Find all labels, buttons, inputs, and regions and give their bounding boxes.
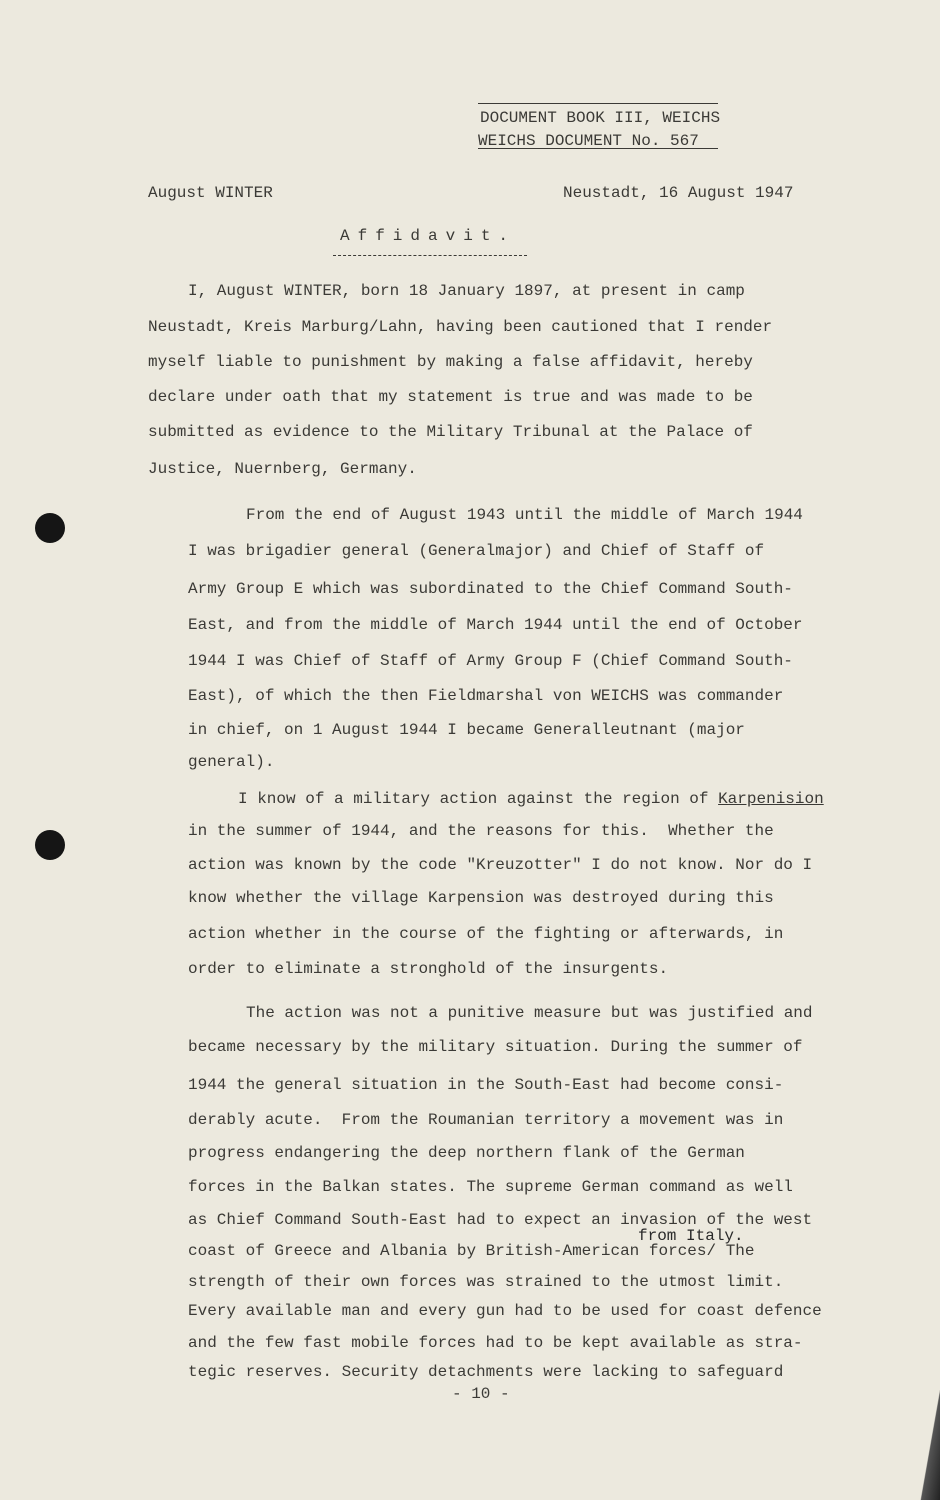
text-line: Neustadt, Kreis Marburg/Lahn, having been cautioned that I render	[148, 318, 773, 336]
header-bottom-rule	[478, 148, 718, 149]
text-line: know whether the village Karpension was destroyed during this	[188, 889, 774, 907]
document-title: Affidavit.	[340, 227, 517, 245]
punch-hole-icon	[35, 830, 65, 860]
text-line: Army Group E which was subordinated to the Chief Command South-	[188, 580, 793, 598]
text-line: derably acute. From the Roumanian territory a movement was in	[188, 1111, 784, 1129]
text-line: Every available man and every gun had to be used for coast defence	[188, 1302, 822, 1320]
text-line: progress endangering the deep northern flank of the German	[188, 1144, 745, 1162]
text-line	[238, 789, 824, 809]
text-line: East, and from the middle of March 1944 until the end of October	[188, 616, 803, 634]
text-line: action whether in the course of the fighting or afterwards, in	[188, 925, 784, 943]
author-name: August WINTER	[148, 184, 273, 202]
text-line: order to eliminate a stronghold of the insurgents.	[188, 960, 669, 978]
text-line: I was brigadier general (Generalmajor) and Chief of Staff of	[188, 542, 765, 560]
page-number: - 10 -	[452, 1385, 510, 1403]
page-corner-shadow	[910, 1390, 940, 1500]
underlined-place-name: Karpenision	[718, 790, 824, 808]
text-line: strength of their own forces was strained to the utmost limit.	[188, 1273, 784, 1291]
text-segment: I know of a military action against the region of	[238, 790, 719, 808]
text-line: action was known by the code "Kreuzotter" I do not know. Nor do I	[188, 856, 813, 874]
punch-hole-icon	[35, 513, 65, 543]
text-line: I, August WINTER, born 18 January 1897, at present in camp	[188, 282, 745, 300]
text-line: myself liable to punishment by making a false affidavit, hereby	[148, 353, 753, 371]
place-date: Neustadt, 16 August 1947	[563, 184, 794, 202]
text-line: tegic reserves. Security detachments were lacking to safeguard	[188, 1363, 784, 1381]
text-line: From the end of August 1943 until the middle of March 1944	[246, 506, 803, 524]
text-line: 1944 I was Chief of Staff of Army Group F (Chief Command South-	[188, 652, 793, 670]
document-book-label: DOCUMENT BOOK III, WEICHS	[480, 109, 721, 127]
text-line: The action was not a punitive measure but was justified and	[246, 1004, 813, 1022]
text-line: in chief, on 1 August 1944 I became Generalleutnant (major	[188, 721, 745, 739]
text-line: submitted as evidence to the Military Tribunal at the Palace of	[148, 423, 753, 441]
title-underline	[333, 255, 527, 256]
text-line: coast of Greece and Albania by British-American forces/ The	[188, 1242, 755, 1260]
text-line: forces in the Balkan states. The supreme German command as well	[188, 1178, 793, 1196]
text-line: East), of which the then Fieldmarshal von WEICHS was commander	[188, 687, 784, 705]
text-line: general).	[188, 753, 275, 771]
text-line: as Chief Command South-East had to expect an invasion of the west	[188, 1211, 813, 1229]
text-line: and the few fast mobile forces had to be kept available as stra-	[188, 1334, 803, 1352]
text-line: declare under oath that my statement is true and was made to be	[148, 388, 753, 406]
document-number-label: WEICHS DOCUMENT No. 567	[478, 132, 699, 150]
text-line: became necessary by the military situation. During the summer of	[188, 1038, 803, 1056]
handwritten-insertion: from Italy.	[638, 1227, 744, 1245]
text-line: Justice, Nuernberg, Germany.	[148, 460, 417, 478]
text-line: 1944 the general situation in the South-East had become consi-	[188, 1076, 784, 1094]
text-line: in the summer of 1944, and the reasons for this. Whether the	[188, 822, 774, 840]
header-top-rule	[478, 103, 718, 104]
